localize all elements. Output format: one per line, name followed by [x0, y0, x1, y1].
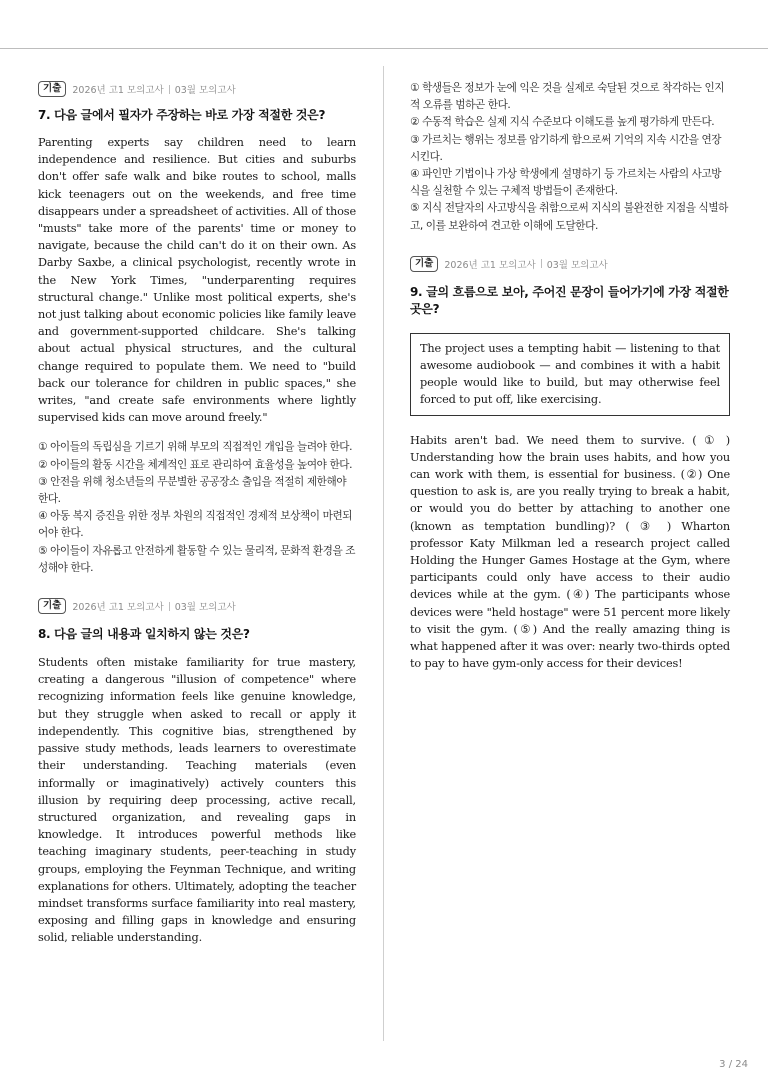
answer-options-q8: [410, 80, 730, 235]
question-title: 7. 다음 글에서 필자가 주장하는 바로 가장 적절한 것은?: [38, 108, 326, 122]
question-9: [410, 255, 730, 673]
exam-month: 03월 모의고사: [174, 85, 236, 96]
exam-month: 03월 모의고사: [174, 602, 236, 614]
exam-year: 2026년 고1 모의고사: [72, 85, 164, 96]
exam-month: 03월 모의고사: [546, 259, 608, 271]
tag-separator: [169, 85, 170, 94]
question-title: 8. 다음 글의 내용과 일치하지 않는 것은?: [38, 627, 250, 642]
question-passage: Students often mistake familiarity for true mastery, creating a dangerous "illusion of competence" where recognizing information feels like genuine knowledge, but they struggle when asked to recall or apply it independently. This cognitive bias, strengthened by passive study methods, leads learners to overestimate their understanding. Teaching materials (even informally or imaginatively) actively counters this illusion by requiring deep processing, active recall, structured organization, and revealing gaps in knowledge. It introduces powerful methods like teaching imaginary students, peer-teaching in study groups, employing the Feynman Technique, and writing explanations for others. Ultimately, adopting the teacher mindset transforms surface familiarity into real mastery, exposing and filling gaps in knowledge and ensuring solid, reliable understanding.: [38, 656, 356, 945]
exam-badge: 기출: [410, 256, 438, 272]
question-tagline: [410, 255, 730, 273]
exam-badge: 기출: [38, 81, 66, 97]
option-4: ④ 아동 복지 증진을 위한 정부 차원의 직접적인 경제적 보상책이 마련되어야 한다.: [38, 510, 353, 540]
option-2: ② 수동적 학습은 실제 지식 수준보다 이해도를 높게 평가하게 만든다.: [410, 116, 715, 129]
question-8: [38, 597, 356, 946]
tag-separator: [541, 259, 542, 268]
exam-year: 2026년 고1 모의고사: [72, 602, 164, 614]
option-1: ① 학생들은 정보가 눈에 익은 것을 실제로 숙달된 것으로 착각하는 인지적 오류를 범하곤 한다.: [410, 82, 725, 112]
option-5: ⑤ 아이들이 자유롭고 안전하게 활동할 수 있는 물리적, 문화적 환경을 조성해야 한다.: [38, 544, 356, 574]
column-divider: [383, 66, 384, 1041]
question-passage: Habits aren't bad. We need them to survive. ( ① ) Understanding how the brain uses habits, and how you can work with them, is essential for business. (②) One question to ask is, are you really trying to break a habit, or would you do better by attaching to another one (known as temptation bundling)? ( ③ ) Wharton professor Katy Milkman led a research project called Holding the Hunger Games Hostage at the Gym, where participants could only have access to their audio devices while at the gym. (④) The participants whose devices were "held hostage" were 51 percent more likely to visit the gym. (⑤) And the really amazing thing is what happened after it was over: nearly two-thirds opted to pay to have gym-only access for their devices!: [410, 433, 730, 671]
tag-separator: [169, 602, 170, 611]
option-4: ④ 파인만 기법이나 가상 학생에게 설명하기 등 가르치는 사람의 사고방식을 실천할 수 있는 구체적 방법들이 존재한다.: [410, 168, 722, 198]
left-column: [38, 80, 356, 947]
question-7: [38, 80, 356, 577]
right-column: [410, 80, 730, 672]
exam-year: 2026년 고1 모의고사: [444, 259, 536, 271]
question-title: 9. 글의 흐름으로 보아, 주어진 문장이 들어가기에 가장 적절한 곳은?: [410, 284, 729, 316]
option-5: ⑤ 지식 전달자의 사고방식을 취함으로써 지식의 불완전한 지점을 식별하고, 이를 보완하여 견고한 이해에 도달한다.: [410, 202, 729, 232]
option-3: ③ 안전을 위해 청소년들의 무분별한 공공장소 출입을 적절히 제한해야 한다.: [38, 475, 347, 506]
option-1: ① 아이들의 독립심을 기르기 위해 부모의 직접적인 개입을 늘려야 한다.: [38, 441, 353, 454]
header-rule: [0, 48, 768, 49]
exam-badge: 기출: [38, 598, 66, 614]
option-3: ③ 가르치는 행위는 정보를 암기하게 함으로써 기억의 지속 시간을 연장시킨다.: [410, 133, 722, 163]
question-tagline: [38, 597, 356, 615]
answer-options: [38, 439, 356, 577]
question-tagline: [38, 80, 356, 98]
page-number: 3 / 24: [719, 1059, 748, 1070]
question-passage: Parenting experts say children need to learn independence and resilience. But cities and suburbs don't offer safe walk and bike routes to school, malls kick teenagers out on the weekends, and free time disappears under a spreadsheet of activities. All of those "musts" take more of the parents' time or money to navigate, because the child can't do it on their own. As Darby Saxbe, a clinical psychologist, recently wrote in the New York Times, "underparenting requires structural change." Unlike most political experts, she's not just talking about economic policies like family leave and government-supported childcare. She's talking about actual physical structures, and the cultural change required to populate them. We need to "build back our tolerance for children in public spaces," she writes, "and create safe environments where lightly supervised kids can move around freely.": [38, 136, 356, 425]
given-sentence-box: The project uses a tempting habit — listening to that awesome audiobook — and combines it with a habit people would like to build, but may otherwise feel forced to put off, like exercising.: [410, 333, 730, 416]
option-2: ② 아이들의 활동 시간을 체계적인 표로 관리하여 효율성을 높여야 한다.: [38, 458, 353, 471]
